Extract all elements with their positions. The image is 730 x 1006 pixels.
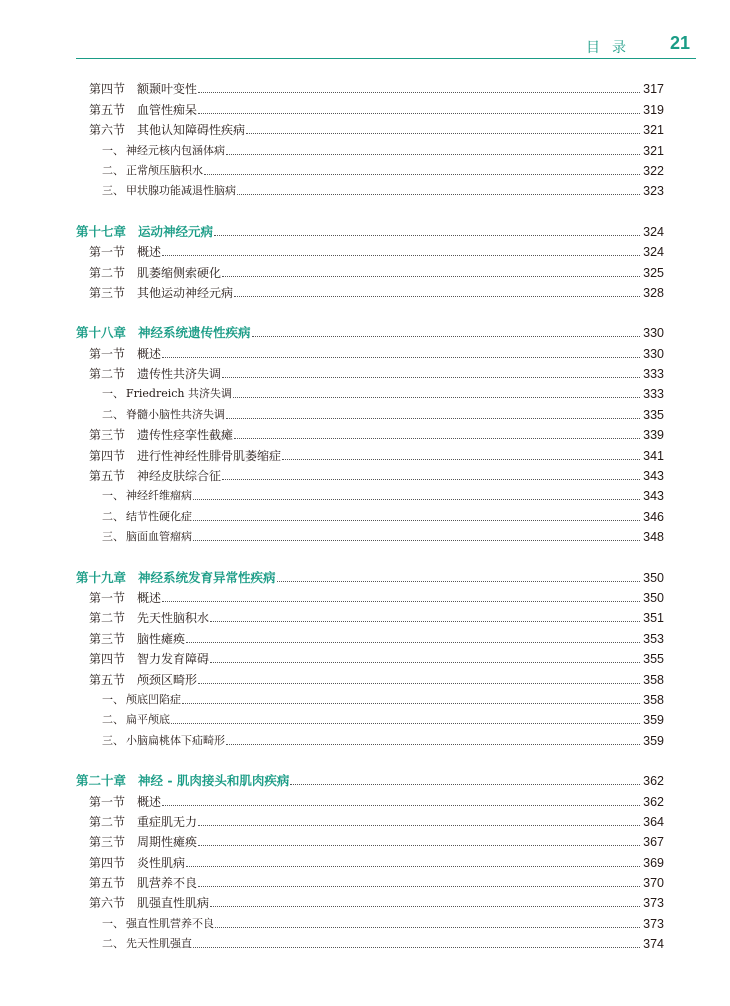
entry-title: 进行性神经性腓骨肌萎缩症 [137, 448, 282, 463]
toc-section-entry[interactable] [76, 788, 664, 808]
entry-number: 第一节 [89, 245, 126, 260]
entry-title: 脑面血管瘤病 [126, 530, 192, 544]
entry-number: 二、 [102, 163, 124, 177]
header-title: 目录 [586, 40, 638, 56]
dot-leader [171, 722, 640, 724]
entry-title: 遗传性痉挛性截瘫 [137, 428, 234, 443]
entry-page-number: 362 [643, 794, 664, 809]
entry-number: 第五节 [89, 469, 126, 484]
dot-leader [193, 946, 640, 948]
toc-section-entry[interactable] [76, 340, 664, 360]
entry-number: 一、 [102, 916, 124, 930]
entry-number: 一、 [102, 489, 124, 503]
entry-page-number: 364 [643, 814, 664, 829]
dot-leader [233, 396, 640, 398]
entry-page-number: 335 [643, 407, 664, 422]
entry-label [76, 896, 209, 910]
entry-label [76, 774, 289, 788]
entry-label [76, 611, 209, 625]
toc-chapter-entry[interactable] [76, 564, 664, 584]
entry-title: 神经元核内包涵体病 [126, 143, 225, 157]
entry-number: 第三节 [89, 285, 126, 300]
toc-chapter-entry[interactable] [76, 768, 664, 788]
entry-number: 第三节 [89, 835, 126, 850]
toc-section-entry[interactable] [76, 280, 664, 300]
entry-number: 第十八章 [76, 325, 127, 341]
toc-item-entry[interactable] [76, 910, 664, 930]
entry-label [76, 795, 161, 809]
dot-leader [162, 356, 640, 358]
entry-number: 二、 [102, 937, 124, 951]
dot-leader [198, 824, 640, 826]
toc-item-entry[interactable] [76, 707, 664, 727]
entry-page-number: 373 [643, 896, 664, 911]
entry-page-number: 319 [643, 102, 664, 117]
header-page-number: 21 [669, 33, 690, 53]
entry-title: 神经皮肤综合征 [137, 469, 222, 484]
entry-title: 概述 [137, 245, 162, 260]
entry-page-number: 343 [643, 489, 664, 504]
entry-page-number: 350 [643, 590, 664, 605]
dot-leader [210, 620, 640, 622]
entry-title: 脑性瘫痪 [137, 631, 186, 646]
dot-leader [193, 539, 640, 541]
entry-page-number: 351 [643, 611, 664, 626]
entry-page-number: 341 [643, 448, 664, 463]
toc-group [76, 564, 664, 748]
toc-item-entry[interactable] [76, 483, 664, 503]
entry-number: 第十九章 [76, 569, 127, 585]
dot-leader [186, 641, 640, 643]
toc-section-entry[interactable] [76, 463, 664, 483]
toc-chapter-entry[interactable] [76, 218, 664, 238]
entry-number: 一、 [102, 387, 124, 401]
entry-number: 第二节 [89, 611, 126, 626]
toc-item-entry[interactable] [76, 931, 664, 951]
entry-number: 第五节 [89, 876, 126, 891]
entry-number: 三、 [102, 733, 124, 747]
entry-title: 额颞叶变性 [137, 82, 198, 97]
dot-leader [215, 926, 640, 928]
entry-label [76, 489, 192, 503]
entry-label [76, 673, 197, 687]
dot-leader [226, 743, 640, 745]
group-spacer [76, 198, 664, 218]
entry-page-number: 358 [643, 672, 664, 687]
toc-item-entry[interactable] [76, 727, 664, 747]
entry-label [76, 571, 276, 585]
entry-number: 第一节 [89, 346, 126, 361]
entry-page-number: 324 [643, 224, 664, 239]
entry-label [76, 856, 185, 870]
entry-title: 神经系统发育异常性疾病 [138, 569, 276, 585]
entry-title: 周期性瘫痪 [137, 835, 198, 850]
dot-leader [277, 580, 640, 582]
dot-leader [162, 600, 640, 602]
entry-title: 概述 [137, 590, 162, 605]
toc-group [76, 76, 664, 198]
dot-leader [237, 193, 640, 195]
group-spacer [76, 748, 664, 768]
entry-label [76, 591, 161, 605]
entry-label [76, 164, 203, 178]
dot-leader [210, 905, 640, 907]
entry-title: 肌萎缩侧索硬化 [137, 265, 222, 280]
entry-label [76, 367, 221, 381]
entry-label [76, 347, 161, 361]
entry-number: 第二节 [89, 367, 126, 382]
entry-number: 三、 [102, 184, 124, 198]
entry-title: 遗传性共济失调 [137, 367, 222, 382]
entry-page-number: 339 [643, 428, 664, 443]
entry-number: 第四节 [89, 448, 126, 463]
toc-section-entry[interactable] [76, 809, 664, 829]
entry-number: 第一节 [89, 590, 126, 605]
table-of-contents [76, 76, 664, 951]
entry-page-number: 328 [643, 285, 664, 300]
toc-section-entry[interactable] [76, 605, 664, 625]
entry-number: 第四节 [89, 855, 126, 870]
entry-number: 第三节 [89, 428, 126, 443]
dot-leader [234, 295, 640, 297]
toc-section-entry[interactable] [76, 259, 664, 279]
toc-section-entry[interactable] [76, 422, 664, 442]
entry-label [76, 652, 209, 666]
toc-section-entry[interactable] [76, 625, 664, 645]
toc-section-entry[interactable] [76, 361, 664, 381]
entry-label [76, 184, 236, 198]
toc-item-entry[interactable] [76, 158, 664, 178]
entry-number: 二、 [102, 713, 124, 727]
entry-page-number: 333 [643, 367, 664, 382]
dot-leader [290, 783, 640, 785]
entry-label [76, 937, 192, 951]
entry-label [76, 449, 281, 463]
entry-title: 概述 [137, 794, 162, 809]
toc-section-entry[interactable] [76, 829, 664, 849]
entry-label [76, 469, 221, 483]
entry-page-number: 350 [643, 570, 664, 585]
entry-label [76, 326, 251, 340]
entry-number: 二、 [102, 407, 124, 421]
entry-number: 一、 [102, 143, 124, 157]
entry-title: 脊髓小脑性共济失调 [126, 407, 225, 421]
entry-label [76, 876, 197, 890]
entry-title: 正常颅压脑积水 [126, 163, 203, 177]
entry-label [76, 144, 225, 158]
entry-page-number: 346 [643, 509, 664, 524]
entry-title: 甲状腺功能减退性脑病 [126, 184, 236, 198]
entry-page-number: 367 [643, 835, 664, 850]
toc-item-entry[interactable] [76, 381, 664, 401]
entry-page-number: 330 [643, 326, 664, 341]
dot-leader [246, 132, 640, 134]
entry-label [76, 82, 197, 96]
dot-leader [193, 519, 640, 521]
entry-number: 第五节 [89, 102, 126, 117]
entry-label [76, 123, 245, 137]
toc-section-entry[interactable] [76, 585, 664, 605]
entry-page-number: 359 [643, 713, 664, 728]
entry-label [76, 387, 232, 401]
entry-title: 其他认知障碍性疾病 [137, 123, 246, 138]
entry-title: 肌强直性肌病 [137, 896, 210, 911]
entry-number: 第十七章 [76, 223, 127, 239]
toc-section-entry[interactable] [76, 849, 664, 869]
running-header [76, 32, 696, 62]
dot-leader [252, 335, 640, 337]
dot-leader [193, 498, 640, 500]
toc-section-entry[interactable] [76, 646, 664, 666]
dot-leader [222, 376, 640, 378]
entry-label [76, 734, 225, 748]
entry-label [76, 632, 185, 646]
entry-number: 第六节 [89, 896, 126, 911]
entry-number: 第一节 [89, 794, 126, 809]
entry-title: 神经 - 肌肉接头和肌肉疾病 [138, 773, 290, 789]
dot-leader [226, 417, 640, 419]
entry-label [76, 530, 192, 544]
entry-label [76, 713, 170, 727]
entry-title: 炎性肌病 [137, 855, 186, 870]
toc-section-entry[interactable] [76, 870, 664, 890]
dot-leader [162, 254, 640, 256]
entry-title: 重症肌无力 [137, 814, 198, 829]
entry-page-number: 323 [643, 184, 664, 199]
dot-leader [186, 865, 640, 867]
entry-label [76, 266, 221, 280]
entry-page-number: 359 [643, 733, 664, 748]
dot-leader [198, 844, 640, 846]
entry-number: 三、 [102, 530, 124, 544]
toc-section-entry[interactable] [76, 96, 664, 116]
group-spacer [76, 300, 664, 320]
entry-number: 第二节 [89, 265, 126, 280]
toc-group [76, 320, 664, 544]
dot-leader [222, 478, 640, 480]
entry-number: 第三节 [89, 631, 126, 646]
entry-page-number: 324 [643, 245, 664, 260]
entry-label [76, 510, 192, 524]
dot-leader [234, 437, 640, 439]
entry-title: 颅颈区畸形 [137, 672, 198, 687]
entry-number: 第二十章 [76, 773, 127, 789]
entry-number: 二、 [102, 509, 124, 523]
toc-item-entry[interactable] [76, 137, 664, 157]
entry-page-number: 373 [643, 916, 664, 931]
entry-label [76, 286, 233, 300]
dot-leader [198, 112, 640, 114]
entry-page-number: 325 [643, 265, 664, 280]
entry-title: 血管性痴呆 [137, 102, 198, 117]
entry-title: 先天性肌强直 [126, 937, 192, 951]
toc-section-entry[interactable] [76, 442, 664, 462]
entry-number: 第六节 [89, 123, 126, 138]
entry-label [76, 428, 233, 442]
toc-section-entry[interactable] [76, 890, 664, 910]
entry-title: 肌营养不良 [137, 876, 198, 891]
entry-page-number: 362 [643, 774, 664, 789]
entry-page-number: 333 [643, 387, 664, 402]
entry-page-number: 369 [643, 855, 664, 870]
entry-label [76, 693, 181, 707]
entry-number: 第四节 [89, 82, 126, 97]
toc-item-entry[interactable] [76, 178, 664, 198]
entry-title: 颅底凹陷症 [126, 692, 181, 706]
dot-leader [222, 275, 640, 277]
header-rule [76, 58, 696, 59]
entry-number: 第四节 [89, 652, 126, 667]
entry-title: 运动神经元病 [138, 223, 214, 239]
dot-leader [226, 153, 640, 155]
dot-leader [204, 173, 640, 175]
dot-leader [210, 661, 640, 663]
entry-page-number: 358 [643, 692, 664, 707]
entry-page-number: 370 [643, 876, 664, 891]
entry-page-number: 355 [643, 652, 664, 667]
entry-title: 结节性硬化症 [126, 509, 192, 523]
entry-title: 神经纤维瘤病 [126, 489, 192, 503]
entry-label [76, 225, 213, 239]
entry-number: 一、 [102, 692, 124, 706]
toc-item-entry[interactable] [76, 401, 664, 421]
entry-label [76, 815, 197, 829]
entry-page-number: 343 [643, 469, 664, 484]
entry-title: 小脑扁桃体下疝畸形 [126, 733, 225, 747]
entry-title: 其他运动神经元病 [137, 285, 234, 300]
entry-page-number: 374 [643, 937, 664, 952]
entry-title: 先天性脑积水 [137, 611, 210, 626]
toc-chapter-entry[interactable] [76, 320, 664, 340]
entry-title: Friedreich 共济失调 [126, 387, 232, 401]
toc-item-entry[interactable] [76, 687, 664, 707]
entry-label [76, 835, 197, 849]
toc-group [76, 768, 664, 952]
entry-label [76, 408, 225, 422]
entry-page-number: 353 [643, 631, 664, 646]
entry-title: 神经系统遗传性疾病 [138, 325, 251, 341]
dot-leader [214, 234, 640, 236]
entry-number: 第二节 [89, 814, 126, 829]
toc-section-entry[interactable] [76, 239, 664, 259]
entry-page-number: 317 [643, 82, 664, 97]
dot-leader [198, 682, 640, 684]
dot-leader [198, 91, 640, 93]
entry-page-number: 321 [643, 123, 664, 138]
toc-section-entry[interactable] [76, 76, 664, 96]
entry-title: 扁平颅底 [126, 713, 170, 727]
dot-leader [162, 804, 640, 806]
group-spacer [76, 544, 664, 564]
dot-leader [182, 702, 640, 704]
entry-title: 智力发育障碍 [137, 652, 210, 667]
entry-page-number: 330 [643, 346, 664, 361]
entry-label [76, 245, 161, 259]
entry-page-number: 321 [643, 143, 664, 158]
entry-page-number: 348 [643, 530, 664, 545]
entry-title: 强直性肌营养不良 [126, 916, 214, 930]
entry-label [76, 917, 214, 931]
toc-group [76, 218, 664, 300]
toc-section-entry[interactable] [76, 666, 664, 686]
toc-item-entry[interactable] [76, 503, 664, 523]
dot-leader [282, 458, 640, 460]
toc-item-entry[interactable] [76, 524, 664, 544]
entry-number: 第五节 [89, 672, 126, 687]
entry-label [76, 103, 197, 117]
entry-page-number: 322 [643, 163, 664, 178]
dot-leader [198, 885, 640, 887]
entry-title: 概述 [137, 346, 162, 361]
toc-section-entry[interactable] [76, 117, 664, 137]
